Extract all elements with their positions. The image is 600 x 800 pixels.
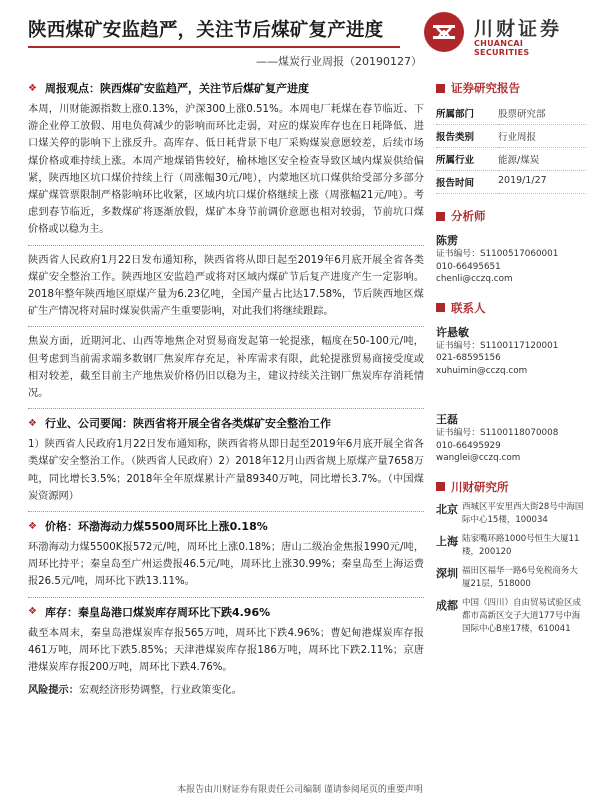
paragraph: 焦炭方面，近期河北、山西等地焦企对贸易商发起第一轮提涨，幅度在50-100元/吨，但考虑到当前需求端多数钢厂焦炭库存充足，补库需求有限，此轮提涨贸易商接受度或相对较差，截至目前主产地焦炭价格仍旧以稳为主，建议持续关注钢厂焦炭库存消耗情况。	[28, 336, 424, 400]
office-entry	[436, 597, 586, 636]
paragraph: 1）陕西省人民政府1月22日发布通知称，陕西省将从即日起至2019年6月底开展全省各类煤矿安全整治工作。（陕西省人民政府）2）2018年12月山西省规上原煤产量7658万吨，同比增长3.5%；2018年全年原煤累计产量89340万吨，同比增长3.7%。（中国煤炭资源网）	[28, 439, 424, 502]
paragraph: 环渤海动力煤5500K报572元/吨，周环比上涨0.18%；唐山二级冶金焦报1990元/吨，周环比持平；秦皇岛至广州运费报46.5元/吨，周环比上涨30.99%；秦皇岛至上海运费报26.5元/吨，周环比下跌13.11%。	[28, 542, 424, 588]
office-address: 福田区福华一路6号免税商务大厦21层，518000	[462, 565, 578, 589]
diamond-bullet-icon: ❖	[28, 606, 37, 618]
office-city: 上海	[436, 534, 458, 548]
section-heading-text: 周报观点：陕西煤矿安监趋严，关注节后煤矿复产进度	[44, 82, 309, 95]
paragraph: 截至本周末，秦皇岛港煤炭库存报565万吨，周环比下跌4.96%；曹妃甸港煤炭库存报461万吨，周环比下跌5.85%；天津港煤炭库存报186万吨，周环比下跌2.11%；京唐港煤炭库存报200万吨，周环比下跌4.76%。	[28, 627, 424, 674]
offices-title: 川财研究所	[451, 479, 509, 494]
risk-label: 风险提示：	[28, 685, 79, 697]
logo-mark-icon	[424, 12, 464, 52]
info-value: 能源/煤炭	[498, 148, 586, 171]
square-bullet-icon	[436, 84, 445, 93]
sidebar-heading	[436, 479, 586, 495]
info-label: 所属行业	[436, 148, 498, 171]
analyst-phone: 010-66495651	[436, 261, 501, 272]
section-heading-text: 库存：秦皇岛港口煤炭库存周环比下跌4.96%	[44, 605, 271, 619]
divider	[28, 511, 424, 512]
contact-name: 王磊	[436, 413, 458, 426]
divider	[28, 408, 424, 409]
diamond-bullet-icon: ❖	[28, 417, 37, 429]
sidebar-heading	[436, 80, 586, 96]
company-logo	[424, 12, 576, 57]
analyst-cert: 证书编号：S1100517060001	[436, 249, 559, 259]
divider	[28, 245, 424, 246]
table-row	[436, 171, 586, 194]
info-value: 股票研究部	[498, 102, 586, 125]
info-value: 行业周报	[498, 125, 586, 148]
paragraph: 陕西省人民政府1月22日发布通知称，陕西省将从即日起至2019年6月底开展全省各类煤矿安全整治工作。陕西地区安监趋严或将对区域内煤矿节后复产进度产生一定影响。2018年整年陕西地区原煤产量为6.23亿吨，全国产量占比达17.58%，节后陕西地区煤矿生产情况将对届时煤炭供需产生重要影响，对此我们将继续跟踪。	[28, 254, 424, 318]
logo-english-name: CHUANCAI SECURITIES	[474, 39, 530, 57]
contact-email[interactable]: xuhuimin@cczq.com	[436, 365, 528, 376]
square-bullet-icon	[436, 212, 445, 221]
office-address: 中国（四川）自由贸易试验区成都市高新区交子大道177号中海国际中心B座17楼，610041	[462, 597, 582, 634]
divider	[28, 326, 424, 327]
main-column	[28, 80, 424, 705]
office-address: 陆家嘴环路1000号恒生大厦11楼，200120	[462, 533, 580, 557]
contact-email[interactable]: wanglei@cczq.com	[436, 453, 521, 463]
paragraph: 本周，川财能源指数上涨0.13%，沪深300上涨0.51%。本周电厂耗煤在春节临近、下游企业停工放假、用电负荷减少的影响而环比走弱，对应的煤炭库存也在日耗降低、进口煤关停的影响下上涨反升。高库存、低日耗背景下电厂采购煤炭意愿较差，后续市场煤价格或难持续上涨。本周产地煤销售较好，榆林地区安全检查导致区域内煤炭供给偏紧，陕西地区坑口煤价持续上行（周涨幅30元/吨），内蒙地区坑口煤供给受部分多部分煤矿煤管票限制严格影响环比收紧，区域内坑口煤价格继续上涨（周涨幅21元/吨）。考虑到春节临近，多数煤矿将逐渐放假，煤矿本身节前调价意愿也相对较弱，节前坑口煤价格或以稳为主。	[28, 104, 424, 236]
office-city: 深圳	[436, 566, 458, 580]
risk-text: 宏观经济形势调整，行业政策变化。	[78, 685, 242, 697]
report-subtitle: ——煤炭行业周报（20190127）	[256, 55, 422, 68]
risk-warning	[28, 682, 424, 699]
diamond-bullet-icon: ❖	[28, 82, 37, 94]
office-entry	[436, 565, 586, 591]
contact-cert: 证书编号：S1100118070008	[436, 428, 559, 438]
info-label: 报告类别	[436, 125, 498, 148]
office-address: 西城区平安里西大街28号中海国际中心15楼，100034	[462, 501, 584, 525]
sidebar-heading	[436, 208, 586, 224]
section-heading	[28, 518, 424, 534]
report-info-table	[436, 102, 586, 194]
section-heading-text: 价格：环渤海动力煤5500周环比上涨0.18%	[44, 520, 268, 534]
contact-cert: 证书编号：S1100117120001	[436, 340, 559, 351]
page-footer: 本报告由川财证券有限责任公司编制 谨请参阅尾页的重要声明	[177, 785, 423, 795]
table-row	[436, 125, 586, 148]
contact-phone: 010-66495929	[436, 440, 501, 451]
section-heading	[28, 604, 424, 620]
office-city: 成都	[436, 598, 458, 612]
info-label: 所属部门	[436, 102, 498, 125]
divider	[28, 597, 424, 598]
section-heading	[28, 415, 424, 431]
square-bullet-icon	[436, 482, 445, 491]
sidebar-heading	[436, 300, 586, 316]
contact-phone: 021-68595156	[436, 353, 501, 363]
title-rule	[28, 46, 400, 48]
logo-chinese-name: 川财证券	[474, 18, 563, 40]
table-row	[436, 148, 586, 171]
report-title: 陕西煤矿安监趋严，关注节后煤矿复产进度	[28, 20, 384, 41]
table-row	[436, 102, 586, 125]
section-heading	[28, 80, 424, 96]
info-value: 2019/1/27	[498, 171, 586, 194]
analyst-title: 分析师	[451, 209, 486, 223]
analyst-name: 陈雳	[436, 234, 458, 247]
contact-name: 许悬敏	[436, 325, 469, 339]
info-label: 报告时间	[436, 171, 498, 194]
sidebar	[436, 80, 586, 642]
diamond-bullet-icon: ❖	[28, 520, 37, 532]
square-bullet-icon	[436, 303, 445, 312]
office-city: 北京	[436, 502, 458, 516]
office-entry	[436, 501, 586, 527]
office-entry	[436, 533, 586, 559]
contacts-title: 联系人	[451, 300, 486, 315]
section-heading-text: 行业、公司要闻：陕西省将开展全省各类煤矿安全整治工作	[44, 417, 331, 431]
analyst-email[interactable]: chenli@cczq.com	[436, 274, 513, 284]
research-title: 证券研究报告	[451, 81, 520, 95]
